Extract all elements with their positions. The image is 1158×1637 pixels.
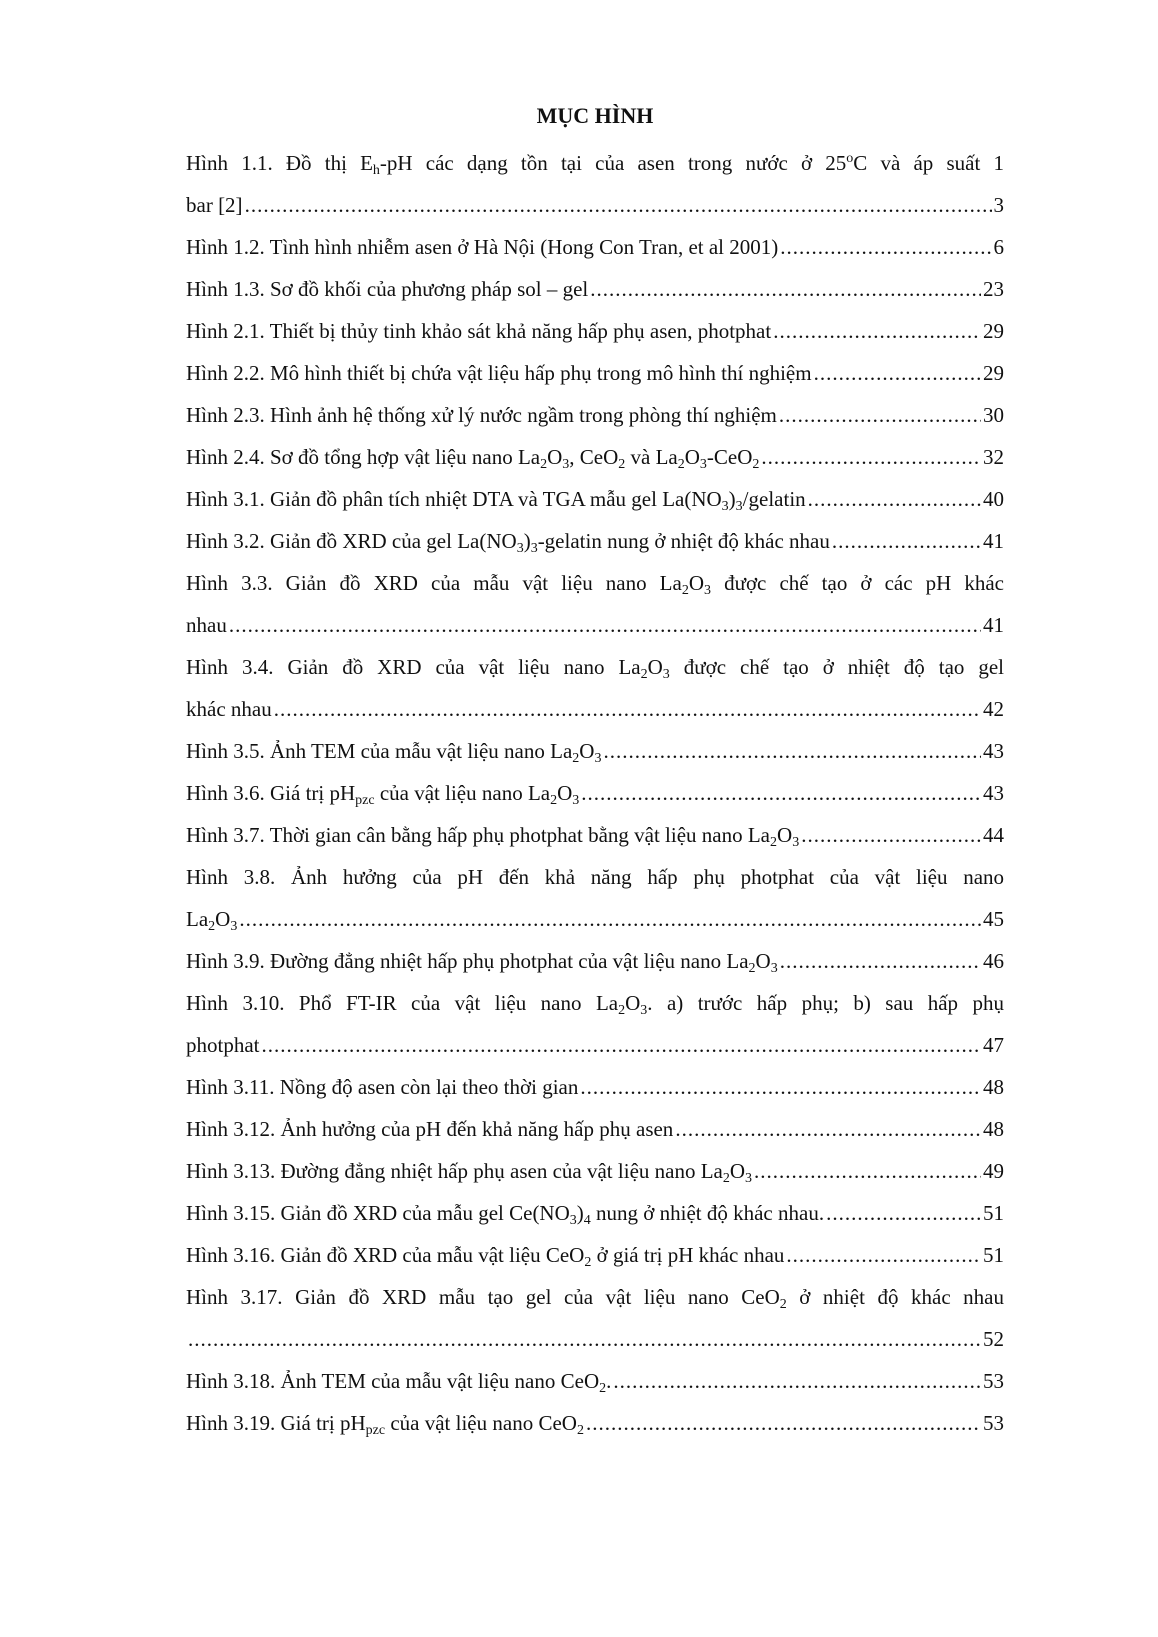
page-number: 53 — [983, 1369, 1004, 1393]
page-number: 40 — [983, 487, 1004, 511]
list-item[interactable]: Hình 2.1. Thiết bị thủy tinh khảo sát khả năng hấp phụ asen, photphat ..... 29 — [186, 310, 1004, 352]
list-item[interactable]: Hình 3.10. Phổ FT-IR của vật liệu nano $La_2O_3$. a) trước hấp phụ; b) sau hấp phụ photphat ..... 47 — [186, 982, 1004, 1066]
list-item[interactable]: Hình 3.9. Đường đẳng nhiệt hấp phụ photphat của vật liệu nano $La_2O_3$ ..... 46 — [186, 940, 1004, 982]
list-item[interactable]: Hình 3.2. Giản đồ XRD của gel $La(NO_3)_3$-gelatin nung ở nhiệt độ khác nhau ..... 41 — [186, 520, 1004, 562]
page-number: 6 — [993, 235, 1004, 259]
page-number: 52 — [983, 1327, 1004, 1351]
page-number: 32 — [983, 445, 1004, 469]
page-number: 42 — [983, 697, 1004, 721]
list-item[interactable]: Hình 3.7. Thời gian cân bằng hấp phụ photphat bằng vật liệu nano $La_2O_3$ ..... 44 — [186, 814, 1004, 856]
page-number: 48 — [983, 1117, 1004, 1141]
page-number: 49 — [983, 1159, 1004, 1183]
list-item[interactable]: Hình 3.16. Giản đồ XRD của mẫu vật liệu CeO$_2$ ở giá trị pH khác nhau ..... 51 — [186, 1234, 1004, 1276]
list-item[interactable]: Hình 1.3. Sơ đồ khối của phương pháp sol – gel ..... 23 — [186, 268, 1004, 310]
page-number: 30 — [983, 403, 1004, 427]
list-item[interactable]: Hình 3.5. Ảnh TEM của mẫu vật liệu nano $La_2O_3$ ..... 43 — [186, 730, 1004, 772]
list-item[interactable]: Hình 3.15. Giản đồ XRD của mẫu gel $Ce(NO_3)_4$ nung ở nhiệt độ khác nhau. ..... 51 — [186, 1192, 1004, 1234]
entry-line-2: bar [2] ..... 3 — [186, 184, 1004, 226]
list-item[interactable]: Hình 2.3. Hình ảnh hệ thống xử lý nước ngầm trong phòng thí nghiệm ..... 30 — [186, 394, 1004, 436]
list-item[interactable]: Hình 3.18. Ảnh TEM của mẫu vật liệu nano CeO$_2$. ..... 53 — [186, 1360, 1004, 1402]
page-number: 29 — [983, 361, 1004, 385]
list-item[interactable]: Hình 3.3. Giản đồ XRD của mẫu vật liệu nano $La_2O_3$ được chế tạo ở các pH khác nhau ..... 41 — [186, 562, 1004, 646]
page-number: 43 — [983, 739, 1004, 763]
page-number: 51 — [983, 1243, 1004, 1267]
page-number: 45 — [983, 907, 1004, 931]
page-number: 41 — [983, 529, 1004, 553]
page-number: 44 — [983, 823, 1004, 847]
page-number: 23 — [983, 277, 1004, 301]
list-item[interactable]: Hình 3.17. Giản đồ XRD mẫu tạo gel của vật liệu nano CeO$_2$ ở nhiệt độ khác nhau ..... 52 — [186, 1276, 1004, 1360]
page-number: 51 — [983, 1201, 1004, 1225]
page-title: MỤC HÌNH — [536, 103, 654, 128]
page-number: 47 — [983, 1033, 1004, 1057]
list-item[interactable]: Hình 3.8. Ảnh hưởng của pH đến khả năng hấp phụ photphat của vật liệu nano $La_2O_3$ ..... 45 — [186, 856, 1004, 940]
list-item[interactable]: Hình 3.13. Đường đẳng nhiệt hấp phụ asen của vật liệu nano $La_2O_3$ ..... 49 — [186, 1150, 1004, 1192]
entry-line-1: Hình 1.1. Đồ thị $E_h-pH$ các dạng tồn tại của asen trong nước ở 25$^o$C và áp suất 1 — [186, 151, 1004, 178]
page-number: 43 — [983, 781, 1004, 805]
page-number: 48 — [983, 1075, 1004, 1099]
list-item[interactable]: Hình 2.4. Sơ đồ tổng hợp vật liệu nano $La_2O_3$, CeO$_2$ và $La_2O_3-CeO_2$ ..... 32 — [186, 436, 1004, 478]
list-item[interactable]: Hình 3.1. Giản đồ phân tích nhiệt DTA và TGA mẫu gel $La(NO_3)_3$/gelatin ..... 40 — [186, 478, 1004, 520]
list-item[interactable]: Hình 3.4. Giản đồ XRD của vật liệu nano $La_2O_3$ được chế tạo ở nhiệt độ tạo gel khác nhau ..... 42 — [186, 646, 1004, 730]
page-number: 41 — [983, 613, 1004, 637]
figure-list — [186, 142, 1004, 1444]
page-number: 29 — [983, 319, 1004, 343]
list-item[interactable]: Hình 3.12. Ảnh hưởng của pH đến khả năng hấp phụ asen ..... 48 — [186, 1108, 1004, 1150]
page-number: 53 — [983, 1411, 1004, 1435]
list-item[interactable]: Hình 3.6. Giá trị $pH_{pzc}$ của vật liệu nano $La_2O_3$ ..... 43 — [186, 772, 1004, 814]
document-page — [186, 100, 1004, 1444]
list-item[interactable]: Hình 2.2. Mô hình thiết bị chứa vật liệu hấp phụ trong mô hình thí nghiệm ..... 29 — [186, 352, 1004, 394]
page-number: 46 — [983, 949, 1004, 973]
list-item[interactable]: Hình 1.2. Tình hình nhiễm asen ở Hà Nội (Hong Con Tran, et al 2001) ..... 6 — [186, 226, 1004, 268]
page-number: 3 — [993, 193, 1004, 217]
list-item[interactable] — [186, 142, 1004, 226]
list-item[interactable]: Hình 3.11. Nồng độ asen còn lại theo thời gian ..... 48 — [186, 1066, 1004, 1108]
list-item[interactable]: Hình 3.19. Giá trị $pH_{pzc}$ của vật liệu nano CeO$_2$ ..... 53 — [186, 1402, 1004, 1444]
